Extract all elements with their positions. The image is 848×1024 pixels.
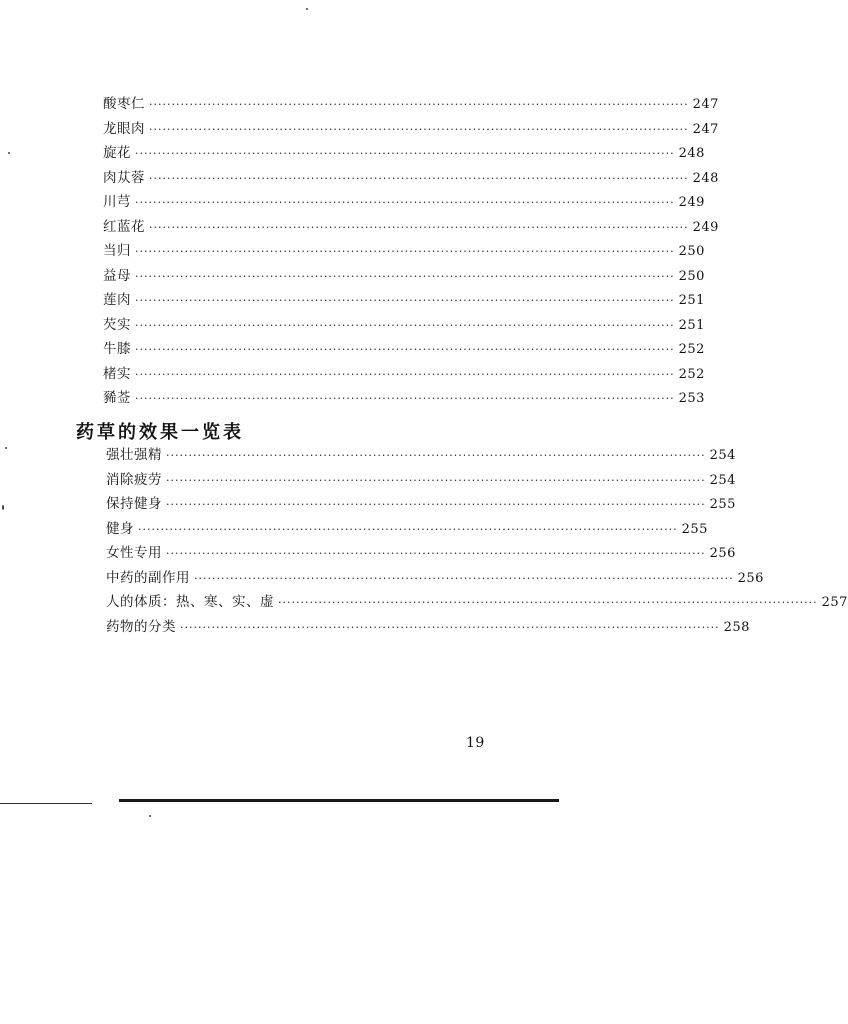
toc-entry (106, 445, 736, 465)
toc-entry-label: 牛膝 (103, 341, 131, 357)
toc-leader-dots: ························································································································ (166, 547, 706, 560)
toc-entry (106, 592, 848, 612)
toc-entry-label: 川芎 (103, 194, 131, 210)
toc-leader-dots: ························································································································ (149, 98, 689, 111)
toc-entry (103, 217, 719, 237)
toc-entry-page: 254 (709, 448, 736, 463)
toc-leader-dots: ························································································································ (166, 473, 706, 487)
scan-speck (8, 152, 10, 154)
toc-entry (103, 192, 705, 212)
toc-entry (106, 470, 736, 490)
toc-entry (103, 388, 705, 408)
toc-entry-label: 益母 (103, 267, 131, 284)
toc-leader-dots: ························································································································ (135, 269, 675, 283)
toc-entry-page: 252 (678, 366, 705, 382)
toc-entry (103, 266, 705, 286)
toc-entry-label: 女性专用 (106, 545, 162, 561)
toc-entry (106, 568, 764, 588)
page-number: 19 (466, 735, 485, 751)
toc-leader-dots: ························································································································ (166, 498, 706, 511)
toc-entry-page: 251 (678, 317, 705, 333)
toc-entry-label: 中药的副作用 (106, 569, 190, 586)
toc-leader-dots: ························································································································ (138, 522, 678, 536)
toc-entry-page: 248 (678, 146, 705, 161)
scan-speck (306, 8, 308, 10)
toc-entry-label: 消除疲劳 (106, 471, 162, 488)
toc-entry-page: 255 (681, 521, 708, 537)
toc-entry-label: 芡实 (103, 316, 131, 333)
toc-entry-page: 251 (678, 293, 705, 308)
toc-leader-dots: ························································································································ (166, 449, 706, 462)
toc-entry-page: 258 (723, 619, 750, 635)
toc-leader-dots: ························································································································ (278, 596, 818, 609)
toc-entry-label: 保持健身 (106, 496, 162, 512)
scan-rule-left (0, 803, 92, 804)
toc-entry-label: 当归 (103, 243, 131, 259)
scan-speck (149, 815, 151, 817)
toc-leader-dots: ························································································································ (135, 367, 675, 381)
toc-entry (106, 543, 736, 563)
toc-entry-label: 酸枣仁 (103, 96, 145, 112)
toc-entry-label: 强壮强精 (106, 447, 162, 463)
toc-entry-label: 旋花 (103, 145, 131, 161)
toc-entry (103, 364, 705, 384)
toc-leader-dots: ························································································································ (149, 122, 689, 136)
toc-entry (103, 241, 705, 261)
toc-entry-label: 莲肉 (103, 292, 131, 308)
section-title: 药草的效果一览表 (76, 422, 244, 443)
toc-entry (103, 339, 705, 359)
toc-entry-page: 250 (678, 244, 705, 259)
toc-entry-label: 红蓝花 (103, 218, 145, 235)
toc-entry-page: 249 (678, 195, 705, 210)
toc-leader-dots: ························································································································ (135, 343, 675, 356)
toc-entry-label: 药物的分类 (106, 618, 176, 635)
toc-entry-page: 256 (737, 570, 764, 586)
toc-leader-dots: ························································································································ (135, 196, 675, 209)
toc-entry-label: 龙眼肉 (103, 120, 145, 137)
toc-entry (106, 519, 708, 539)
toc-entry-page: 247 (692, 121, 719, 137)
toc-entry (103, 168, 719, 188)
toc-leader-dots: ························································································································ (135, 392, 675, 405)
toc-entry-page: 250 (678, 268, 705, 284)
toc-entry-page: 247 (692, 97, 719, 112)
toc-entry-page: 253 (678, 391, 705, 406)
toc-leader-dots: ························································································································ (180, 620, 720, 634)
toc-entry-page: 252 (678, 342, 705, 357)
toc-entry (103, 315, 705, 335)
toc-entry (103, 290, 705, 310)
page-bottom-rule (119, 799, 559, 802)
toc-leader-dots: ························································································································ (135, 147, 675, 160)
scan-speck (2, 505, 4, 510)
toc-leader-dots: ························································································································ (149, 171, 689, 185)
toc-entry (106, 617, 750, 637)
toc-entry-label: 楮实 (103, 365, 131, 382)
toc-entry-page: 248 (692, 170, 719, 186)
toc-entry (103, 119, 719, 139)
toc-entry-label: 豨莶 (103, 390, 131, 406)
toc-leader-dots: ························································································································ (149, 220, 689, 234)
toc-entry (106, 494, 736, 514)
toc-entry-page: 257 (821, 595, 848, 610)
toc-entry-page: 256 (709, 546, 736, 561)
toc-entry-label: 健身 (106, 520, 134, 537)
toc-leader-dots: ························································································································ (135, 318, 675, 332)
scan-speck (5, 447, 7, 449)
toc-leader-dots: ························································································································ (135, 294, 675, 307)
toc-entry-page: 249 (692, 219, 719, 235)
toc-entry (103, 143, 705, 163)
toc-entry-label: 肉苁蓉 (103, 169, 145, 186)
toc-leader-dots: ························································································································ (194, 571, 734, 585)
toc-entry-page: 255 (709, 497, 736, 512)
toc-entry (103, 94, 719, 114)
toc-entry-page: 254 (709, 472, 736, 488)
toc-entry-label: 人的体质：热、寒、实、虚 (106, 594, 274, 610)
toc-leader-dots: ························································································································ (135, 245, 675, 258)
